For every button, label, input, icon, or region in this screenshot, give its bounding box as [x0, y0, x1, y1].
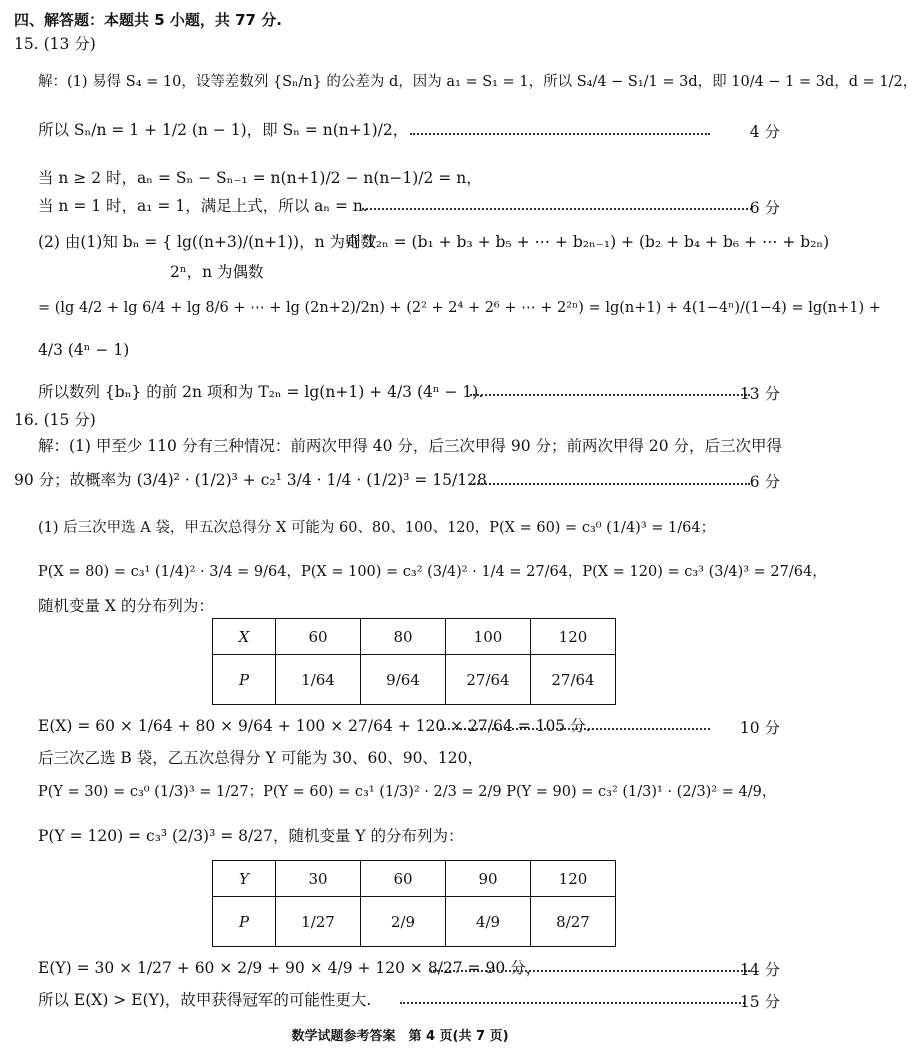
leader-dots: [470, 394, 750, 396]
q15-line8: 所以数列 {bₙ} 的前 2n 项和为 T₂ₙ = lg(n+1) + 4/3 (4ⁿ − 1).: [38, 383, 484, 401]
table-cell: X: [213, 619, 276, 655]
q16-line11: 所以 E(X) > E(Y)，故甲获得冠军的可能性更大.: [38, 991, 372, 1009]
q16-line2: 90 分；故概率为 (3/4)² · (1/2)³ + c₂¹ 3/4 · 1/4 · (1/2)³ = 15/128: [14, 471, 487, 489]
distribution-table-x: [212, 618, 616, 705]
leader-dots: [440, 728, 710, 730]
table-row: [213, 897, 616, 947]
table-cell: 60: [361, 861, 446, 897]
table-header-row: [213, 619, 616, 655]
leader-dots: [410, 133, 710, 135]
q15-line1: 解：(1) 易得 S₄ = 10，设等差数列 {Sₙ/n} 的公差为 d，因为 a₁ = S₁ = 1，所以 S₄/4 − S₁/1 = 3d，即 10/4 − 1 = 3d，d = 1/2，: [38, 74, 917, 90]
table-cell: 60: [276, 619, 361, 655]
q16-line8: P(Y = 30) = c₃⁰ (1/3)³ = 1/27；P(Y = 60) = c₃¹ (1/3)² · 2/3 = 2/9 P(Y = 90) = c₃² (1/3)¹ · (2/3)² = 4/9，: [38, 784, 777, 800]
table-cell: Y: [213, 861, 276, 897]
q16-score-6: 6 分: [749, 473, 780, 491]
table-cell: 80: [361, 619, 446, 655]
q16-score-15: 15 分: [739, 993, 780, 1011]
q15-header: 15. (13 分): [14, 35, 96, 53]
table-cell: 27/64: [531, 655, 616, 705]
table-header-row: [213, 861, 616, 897]
page-footer: 数学试题参考答案 第 4 页(共 7 页): [291, 1029, 509, 1044]
leader-dots: [400, 1002, 745, 1004]
q16-line4: P(X = 80) = c₃¹ (1/4)² · 3/4 = 9/64，P(X = 100) = c₃² (3/4)² · 1/4 = 27/64，P(X = 120) = c₃³ (3/4)³ = 27/64，: [38, 564, 827, 580]
q15-line7: 4/3 (4ⁿ − 1): [38, 341, 130, 359]
table-cell: 120: [531, 861, 616, 897]
q16-line1: 解：(1) 甲至少 110 分有三种情况：前两次甲得 40 分，后三次甲得 90 分；前两次甲得 20 分，后三次甲得: [38, 437, 783, 455]
q15-score-4: 4 分: [749, 123, 780, 141]
q16-score-14: 14 分: [739, 961, 780, 979]
q16-score-10: 10 分: [739, 719, 780, 737]
table-cell: 30: [276, 861, 361, 897]
table-cell: P: [213, 897, 276, 947]
q15-line3: 当 n ≥ 2 时，aₙ = Sₙ − Sₙ₋₁ = n(n+1)/2 − n(n−1)/2 = n，: [38, 169, 482, 187]
q15-line5b: 则 T₂ₙ = (b₁ + b₃ + b₅ + ⋯ + b₂ₙ₋₁) + (b₂ + b₄ + b₆ + ⋯ + b₂ₙ): [345, 233, 830, 251]
q15-line5a: (2) 由(1)知 bₙ = { lg((n+3)/(n+1))，n 为奇数: [38, 233, 376, 251]
table-cell: 120: [531, 619, 616, 655]
q16-header: 16. (15 分): [14, 411, 96, 429]
q15-line6: = (lg 4/2 + lg 6/4 + lg 8/6 + ⋯ + lg (2n+2)/2n) + (2² + 2⁴ + 2⁶ + ⋯ + 2²ⁿ) = lg(n+1) + 4(1−4ⁿ)/(1−4) = lg(n+1) +: [38, 300, 881, 316]
q16-line6: E(X) = 60 × 1/64 + 80 × 9/64 + 100 × 27/64 + 120 × 27/64 = 105 分.: [38, 717, 591, 735]
table-cell: 90: [446, 861, 531, 897]
q16-line9: P(Y = 120) = c₃³ (2/3)³ = 8/27，随机变量 Y 的分布列为：: [38, 827, 464, 845]
q16-line7: 后三次乙选 B 袋，乙五次总得分 Y 可能为 30、60、90、120，: [38, 749, 484, 767]
table-cell: 1/64: [276, 655, 361, 705]
section-title: 四、解答题：本题共 5 小题，共 77 分.: [14, 11, 282, 29]
distribution-table-y: [212, 860, 616, 947]
q15-score-6: 6 分: [749, 199, 780, 217]
q15-score-13: 13 分: [739, 385, 780, 403]
q15-line5c: 2ⁿ，n 为偶数: [170, 263, 264, 281]
table-cell: P: [213, 655, 276, 705]
q16-line5: 随机变量 X 的分布列为：: [38, 597, 214, 615]
leader-dots: [470, 483, 750, 485]
q16-line3: (1) 后三次甲选 A 袋，甲五次总得分 X 可能为 60、80、100、120，P(X = 60) = c₃⁰ (1/4)³ = 1/64；: [38, 520, 716, 536]
leader-dots: [362, 208, 752, 210]
table-cell: 8/27: [531, 897, 616, 947]
table-cell: 2/9: [361, 897, 446, 947]
q15-line4: 当 n = 1 时，a₁ = 1，满足上式，所以 aₙ = n.: [38, 197, 368, 215]
table-cell: 4/9: [446, 897, 531, 947]
q15-line2: 所以 Sₙ/n = 1 + 1/2 (n − 1)，即 Sₙ = n(n+1)/2，: [38, 121, 409, 139]
table-cell: 1/27: [276, 897, 361, 947]
table-row: [213, 655, 616, 705]
q16-line10: E(Y) = 30 × 1/27 + 60 × 2/9 + 90 × 4/9 + 120 × 8/27 = 90 分，: [38, 959, 542, 977]
table-cell: 9/64: [361, 655, 446, 705]
table-cell: 100: [446, 619, 531, 655]
leader-dots: [430, 970, 750, 972]
table-cell: 27/64: [446, 655, 531, 705]
